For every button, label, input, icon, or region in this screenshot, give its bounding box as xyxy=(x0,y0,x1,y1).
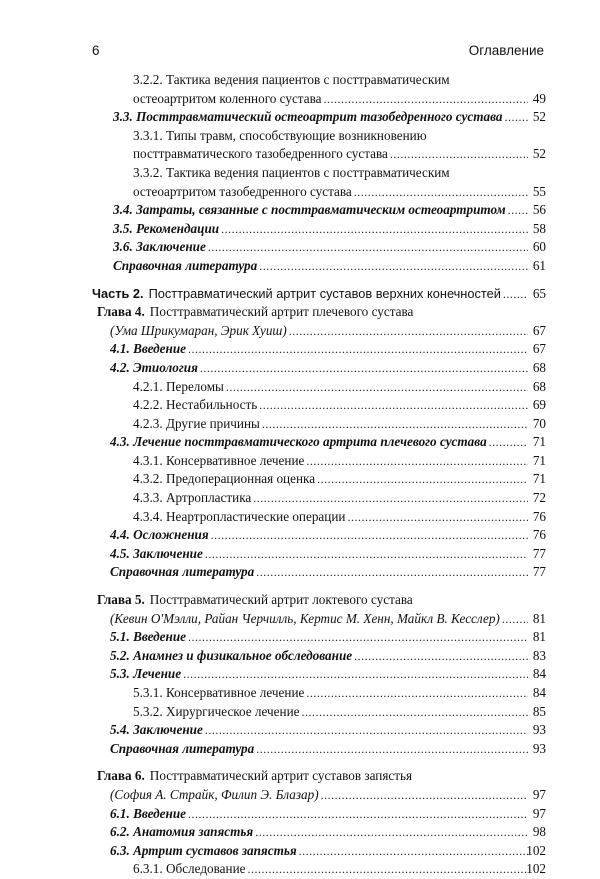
toc-entry[interactable] xyxy=(0,545,600,564)
toc-entry-title: Посттравматический артрит плечевого сустава xyxy=(149,304,414,320)
toc-entry-title: 3.3.2. Тактика ведения пациентов с посттравматическим xyxy=(133,164,450,180)
toc-entry[interactable] xyxy=(0,628,600,647)
toc-page-number: 68 xyxy=(532,359,546,375)
toc-page-number: 69 xyxy=(532,397,546,413)
toc-entry[interactable] xyxy=(0,303,600,322)
toc-entry[interactable] xyxy=(0,220,600,239)
toc-page-number: 81 xyxy=(532,629,546,645)
toc-page-number: 60 xyxy=(532,239,546,255)
toc-entry[interactable] xyxy=(0,610,600,629)
toc-page-number: 77 xyxy=(532,564,546,580)
toc-entry-title: 4.1. Введение xyxy=(110,341,187,357)
leader-dots xyxy=(317,470,528,489)
toc-entry-title: 6.3.1. Обследование xyxy=(133,861,246,877)
toc-entry[interactable] xyxy=(0,703,600,722)
toc-page-number: 56 xyxy=(532,202,546,218)
page-number: 6 xyxy=(92,43,100,58)
toc-entry-title: посттравматического тазобедренного сустава xyxy=(133,146,388,162)
toc-page-number: 72 xyxy=(532,490,546,506)
toc-entry[interactable] xyxy=(0,684,600,703)
toc-entry[interactable] xyxy=(0,721,600,740)
toc-entry-title: Посттравматический артрит локтевого сустава xyxy=(149,592,413,608)
toc-entry[interactable] xyxy=(0,740,600,759)
toc-entry[interactable] xyxy=(0,238,600,257)
leader-dots xyxy=(253,489,528,508)
chapter-label: Глава 4. xyxy=(97,304,145,320)
leader-dots xyxy=(354,647,528,666)
toc-page-number: 84 xyxy=(532,666,546,682)
toc-entry[interactable] xyxy=(0,767,600,786)
leader-dots xyxy=(188,805,528,824)
leader-dots xyxy=(324,90,529,109)
toc-entry[interactable] xyxy=(0,563,600,582)
toc-entry-title: (София А. Страйк, Филип Э. Блазар) xyxy=(110,786,319,802)
running-header: Оглавление xyxy=(468,43,544,58)
toc-entry[interactable] xyxy=(0,415,600,434)
toc-entry[interactable] xyxy=(0,433,600,452)
leader-dots xyxy=(262,415,528,434)
toc-entry[interactable] xyxy=(0,145,600,164)
toc-entry-title: 4.3.1. Консервативное лечение xyxy=(133,452,305,468)
toc-entry[interactable] xyxy=(0,201,600,220)
toc-page-number: 71 xyxy=(532,471,546,487)
part-label: Часть 2. xyxy=(92,285,144,301)
leader-dots xyxy=(208,238,528,257)
toc-page-number: 93 xyxy=(532,722,546,738)
leader-dots xyxy=(321,786,528,805)
leader-dots xyxy=(289,322,528,341)
toc-entry-title: (Ума Шрикумаран, Эрик Хуиш) xyxy=(110,322,287,338)
toc-page-number: 102 xyxy=(526,861,546,877)
table-of-contents xyxy=(0,71,600,879)
leader-dots xyxy=(211,526,528,545)
leader-dots xyxy=(248,860,529,879)
toc-page-number: 65 xyxy=(532,285,546,301)
toc-entry-title: 4.3.2. Предоперационная оценка xyxy=(133,471,316,487)
toc-gap xyxy=(0,582,600,591)
toc-page-number: 76 xyxy=(532,508,546,524)
toc-entry-title: 3.3.1. Типы травм, способствующие возникновению xyxy=(133,127,427,143)
toc-page-number: 58 xyxy=(532,220,546,236)
leader-dots xyxy=(299,842,528,861)
toc-entry-title: 6.3. Артрит суставов запястья xyxy=(110,842,297,858)
toc-entry-title: 3.2.2. Тактика ведения пациентов с посттравматическим xyxy=(133,72,450,87)
leader-dots xyxy=(226,378,528,397)
toc-entry[interactable] xyxy=(0,285,600,304)
toc-entry-title: 4.2.2. Нестабильность xyxy=(133,397,258,413)
chapter-label: Глава 6. xyxy=(97,768,145,784)
toc-entry-title: 4.5. Заключение xyxy=(110,545,203,561)
toc-entry[interactable] xyxy=(0,127,600,146)
toc-page-number: 71 xyxy=(532,452,546,468)
leader-dots xyxy=(221,220,528,239)
toc-entry-title: 5.1. Введение xyxy=(110,629,187,645)
leader-dots xyxy=(205,545,528,564)
toc-page-number: 61 xyxy=(532,257,546,273)
toc-page-number: 76 xyxy=(532,527,546,543)
leader-dots xyxy=(390,145,528,164)
toc-entry[interactable] xyxy=(0,823,600,842)
toc-entry[interactable] xyxy=(0,90,600,109)
leader-dots xyxy=(205,721,528,740)
leader-dots xyxy=(188,628,528,647)
leader-dots xyxy=(255,823,528,842)
toc-gap xyxy=(0,758,600,767)
toc-entry-title: Посттравматический артрит суставов верхних конечностей xyxy=(148,285,501,301)
toc-page-number: 85 xyxy=(532,703,546,719)
toc-entry-title: Посттравматический артрит суставов запястья xyxy=(149,768,413,784)
toc-page-number: 52 xyxy=(532,146,546,162)
toc-entry-title: 3.5. Рекомендации xyxy=(113,220,220,236)
toc-page-number: 83 xyxy=(532,647,546,663)
leader-dots xyxy=(347,508,528,527)
toc-entry[interactable] xyxy=(0,805,600,824)
toc-entry-title: остеоартритом коленного сустава xyxy=(133,90,322,106)
toc-entry-title: 6.1. Введение xyxy=(110,805,187,821)
toc-entry-title: остеоартритом тазобедренного сустава xyxy=(133,183,352,199)
leader-dots xyxy=(256,740,528,759)
toc-entry[interactable] xyxy=(0,591,600,610)
toc-entry[interactable] xyxy=(0,470,600,489)
toc-entry-title: 5.3. Лечение xyxy=(110,666,182,682)
toc-page-number: 97 xyxy=(532,786,546,802)
chapter-label: Глава 5. xyxy=(97,592,145,608)
toc-entry[interactable] xyxy=(0,322,600,341)
toc-entry-title: 3.6. Заключение xyxy=(113,239,206,255)
toc-entry[interactable] xyxy=(0,842,600,861)
toc-entry[interactable] xyxy=(0,378,600,397)
toc-page-number: 55 xyxy=(532,183,546,199)
leader-dots xyxy=(183,665,528,684)
toc-entry-title: 4.2.3. Другие причины xyxy=(133,415,260,431)
toc-entry[interactable] xyxy=(0,108,600,127)
toc-entry[interactable] xyxy=(0,359,600,378)
toc-entry[interactable] xyxy=(0,257,600,276)
toc-entry-title: 4.4. Осложнения xyxy=(110,527,209,543)
toc-entry-title: 6.2. Анатомия запястья xyxy=(110,824,254,840)
toc-entry-title: Справочная литература xyxy=(110,740,255,756)
toc-entry-title: 5.2. Анамнез и физикальное обследование xyxy=(110,647,353,663)
toc-entry-title: 5.4. Заключение xyxy=(110,722,203,738)
toc-gap xyxy=(0,276,600,285)
toc-page-number: 68 xyxy=(532,378,546,394)
leader-dots xyxy=(306,452,528,471)
toc-entry[interactable] xyxy=(0,340,600,359)
toc-entry-title: 4.3. Лечение посттравматического артрита плечевого сустава xyxy=(110,434,487,450)
toc-entry[interactable] xyxy=(0,526,600,545)
toc-entry[interactable] xyxy=(0,860,600,879)
toc-page-number: 93 xyxy=(532,740,546,756)
toc-page-number: 71 xyxy=(532,434,546,450)
toc-entry[interactable] xyxy=(0,164,600,183)
toc-entry[interactable] xyxy=(0,508,600,527)
toc-page-number: 52 xyxy=(532,109,546,125)
toc-entry[interactable] xyxy=(0,452,600,471)
toc-entry-title: 4.3.4. Неартропластические операции xyxy=(133,508,346,524)
leader-dots xyxy=(200,359,528,378)
toc-entry[interactable] xyxy=(0,786,600,805)
leader-dots xyxy=(354,183,528,202)
leader-dots xyxy=(259,257,528,276)
toc-page-number: 67 xyxy=(532,322,546,338)
toc-page-number: 70 xyxy=(532,415,546,431)
toc-entry-title: 5.3.2. Хирургическое лечение xyxy=(133,703,300,719)
toc-entry-title: Справочная литература xyxy=(113,257,258,273)
toc-page-number: 97 xyxy=(532,805,546,821)
toc-page-number: 102 xyxy=(526,842,546,858)
leader-dots xyxy=(306,684,528,703)
toc-entry-title: 4.2.1. Переломы xyxy=(133,378,224,394)
toc-entry[interactable] xyxy=(0,183,600,202)
toc-entry[interactable] xyxy=(0,665,600,684)
toc-page-number: 84 xyxy=(532,685,546,700)
leader-dots xyxy=(188,340,528,359)
leader-dots xyxy=(256,563,528,582)
toc-entry[interactable] xyxy=(0,489,600,508)
toc-entry-title: 5.3.1. Консервативное лечение xyxy=(133,685,305,700)
toc-entry-title: 4.3.3. Артропластика xyxy=(133,490,252,506)
toc-entry[interactable] xyxy=(0,71,600,90)
toc-entry[interactable] xyxy=(0,396,600,415)
toc-entry[interactable] xyxy=(0,647,600,666)
toc-entry-title: Справочная литература xyxy=(110,564,255,580)
leader-dots xyxy=(302,703,529,722)
toc-page-number: 77 xyxy=(532,545,546,561)
toc-entry-title: (Кевин О'Мэлли, Райан Черчилль, Кертис М. Хенн, Майкл В. Кесслер) xyxy=(110,610,500,626)
toc-page-number: 98 xyxy=(532,824,546,840)
toc-page-number: 81 xyxy=(532,610,546,626)
toc-entry-title: 3.4. Затраты, связанные с посттравматическим остеоартритом xyxy=(113,202,506,218)
toc-entry-title: 4.2. Этиология xyxy=(110,359,198,375)
toc-entry-title: 3.3. Посттравматический остеоартрит тазобедренного сустава xyxy=(113,109,503,125)
leader-dots xyxy=(259,396,528,415)
toc-page-number: 49 xyxy=(532,90,546,106)
toc-page-number: 67 xyxy=(532,341,546,357)
